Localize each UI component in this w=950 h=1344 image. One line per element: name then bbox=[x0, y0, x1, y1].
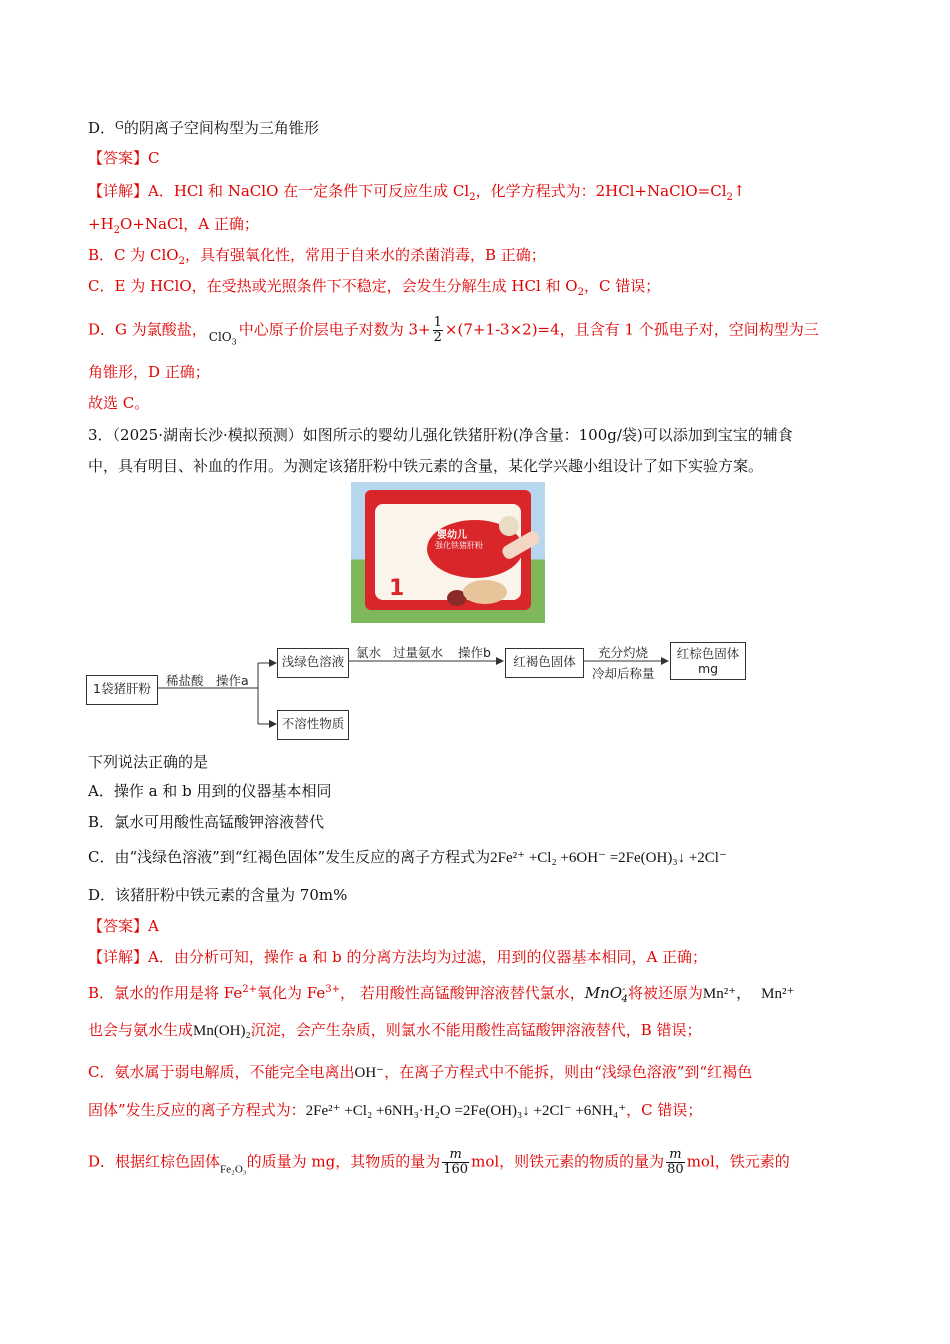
explain-text: D．根据红棕色固体 bbox=[88, 1152, 221, 1171]
flow-label-cool-weigh: 冷却后称量 bbox=[592, 666, 655, 681]
detail-text: ，C 错误； bbox=[583, 277, 661, 295]
detail-b: B．C 为 ClO$_2$，具有强氧化性，常用于自来水的杀菌消毒，B 正确； bbox=[88, 246, 546, 267]
detail-text: ，化学方程式为：2HCl+NaClO=Cl bbox=[475, 182, 727, 200]
flow-label-op-a: 操作a bbox=[216, 673, 249, 688]
explain-text: ， 若用酸性高锰酸钾溶液替代氯水， bbox=[340, 984, 585, 1002]
option-text: C．由“浅绿色溶液”到“红褐色固体”发生反应的离子方程式为 bbox=[88, 848, 491, 866]
explain-c-line1 bbox=[88, 1062, 752, 1083]
formula-fe2o3: Fe₂O₃ bbox=[220, 1163, 247, 1176]
explain-text: 将被还原为 bbox=[627, 984, 703, 1002]
formula-mnoh2: Mn(OH)₂ bbox=[193, 1023, 251, 1039]
explain-text: 固体”发生反应的离子方程式为： bbox=[88, 1101, 306, 1119]
question-3-line1: 3．（2025·湖南长沙·模拟预测）如图所示的婴幼儿强化铁猪肝粉(净含量：100g/袋)可以添加到宝宝的辅食 bbox=[88, 426, 793, 444]
detail-text: ↑ bbox=[732, 182, 746, 200]
flow-label-acid: 稀盐酸 bbox=[166, 673, 204, 688]
flow-label-ammonia: 过量氨水 bbox=[393, 645, 444, 660]
option-a: A．操作 a 和 b 用到的仪器基本相同 bbox=[88, 782, 332, 800]
formula-g: G bbox=[115, 119, 124, 132]
formula-mn2b: Mn²⁺ bbox=[761, 986, 795, 1002]
option-c bbox=[88, 847, 727, 868]
explain-text: 沉淀，会产生杂质，则氯水不能用酸性高锰酸钾溶液替代，B 错误； bbox=[250, 1021, 702, 1039]
detail-text: ，具有强氧化性，常用于自来水的杀菌消毒，B 正确； bbox=[184, 246, 546, 264]
detail-c: C．E 为 HClO，在受热或光照条件下不稳定，会发生分解生成 HCl 和 $O_2$，C 错误； bbox=[88, 277, 661, 298]
conclusion: 故选 C。 bbox=[88, 394, 150, 412]
explain-text: ，在离子方程式中不能拆，则由“浅绿色溶液”到“红褐色 bbox=[384, 1063, 753, 1081]
detail-text: D．G 为氯酸盐， bbox=[88, 320, 207, 339]
detail-text: 【详解】A．HCl 和 NaClO 在一定条件下可反应生成 Cl bbox=[88, 182, 470, 200]
product-subtitle: 强化铁猪肝粉 bbox=[435, 541, 483, 550]
fraction-m-160: $\frac{m}{160}$ bbox=[443, 1147, 469, 1177]
explain-text: mol，铁元素的 bbox=[686, 1152, 790, 1171]
option-label: D． bbox=[88, 119, 116, 137]
flow-final-mass: mg bbox=[697, 661, 719, 676]
fraction-m-80: $\frac{m}{80}$ bbox=[667, 1147, 684, 1177]
explain-text: 氧化为 Fe bbox=[257, 984, 326, 1002]
explain-b-line2 bbox=[88, 1020, 702, 1041]
option-b: B．氯水可用酸性高锰酸钾溶液替代 bbox=[88, 813, 325, 831]
flow-brown-solid-box: 红褐色固体 bbox=[505, 648, 584, 678]
answer-1: 【答案】C bbox=[88, 149, 160, 167]
flow-green-solution-box: 浅绿色溶液 bbox=[277, 648, 349, 678]
flow-label-chlorine-water: 氯水 bbox=[356, 645, 382, 660]
formula-mno4: MnO-$_4$ bbox=[584, 984, 628, 1005]
option-text: 的阴离子空间构型为三角锥形 bbox=[123, 119, 319, 137]
option-d: D．该猪肝粉中铁元素的含量为 70m% bbox=[88, 886, 348, 904]
flow-label-burn: 充分灼烧 bbox=[598, 645, 649, 660]
formula-clo3: ClO3 bbox=[208, 329, 237, 346]
explain-c-line2 bbox=[88, 1100, 702, 1121]
detail-text: O+NaCl，A 正确； bbox=[120, 215, 259, 233]
formula-oh: OH⁻ bbox=[354, 1065, 385, 1081]
explain-text: C．氨水属于弱电解质，不能完全电离出 bbox=[88, 1063, 355, 1081]
equation-c-explain: 2Fe²⁺ +Cl₂ +6NH₃·H₂O =2Fe(OH)₃↓ +2Cl⁻ +6NH₄⁺ bbox=[305, 1103, 627, 1119]
flow-insoluble-box: 不溶性物质 bbox=[277, 710, 349, 740]
equation-c: 2Fe²⁺ +Cl₂ +6OH⁻ =2Fe(OH)₃↓ +2Cl⁻ bbox=[490, 850, 727, 866]
product-stage-number: 1 bbox=[389, 576, 405, 601]
question-3-line2: 中，具有明目、补血的作用。为测定该猪肝粉中铁元素的含量，某化学兴趣小组设计了如下实验方案。 bbox=[88, 457, 764, 475]
explain-text: ，C 错误； bbox=[626, 1101, 703, 1119]
detail-a-line1: 【详解】A．HCl 和 NaClO 在一定条件下可反应生成 $Cl_2$，化学方程式为：$2HCl+NaClO=Cl_2↑$ bbox=[88, 182, 746, 203]
formula-mn2: Mn²⁺， bbox=[702, 986, 752, 1002]
explain-d-line1 bbox=[88, 1148, 790, 1180]
product-title: 婴幼儿 bbox=[437, 530, 467, 541]
explain-a: 【详解】A．由分析可知，操作 a 和 b 的分离方法均为过滤，用到的仪器基本相同，A 正确； bbox=[88, 948, 708, 966]
explain-b-line1: B．氯水的作用是将 $Fe^{2+}$氧化为 $Fe^{3+}$， 若用酸性高锰酸钾溶液替代氯水，MnO-$_4$将被还原为Mn²⁺， Mn²⁺ bbox=[88, 984, 795, 1005]
detail-text: ×(7+1-3×2)=4，且含有 1 个孤电子对，空间构型为三 bbox=[444, 320, 819, 339]
flow-label-op-b: 操作b bbox=[458, 645, 491, 660]
explain-text: 也会与氨水生成 bbox=[88, 1021, 194, 1039]
explain-text: B．氯水的作用是将 Fe bbox=[88, 984, 243, 1002]
flow-start-box: 1袋猪肝粉 bbox=[86, 675, 158, 705]
question-prompt: 下列说法正确的是 bbox=[88, 753, 209, 771]
explain-text: mol，则铁元素的物质的量为 bbox=[471, 1152, 665, 1171]
flow-final-label: 红棕色固体 bbox=[676, 646, 740, 661]
detail-text: C．E 为 HClO，在受热或光照条件下不稳定，会发生分解生成 HCl 和 O bbox=[88, 277, 578, 295]
explain-text: 的质量为 mg，其物质的量为 bbox=[246, 1152, 441, 1171]
detail-d-line2: 角锥形，D 正确； bbox=[88, 363, 210, 381]
flow-final-box bbox=[670, 642, 746, 680]
detail-text: B．C 为 ClO bbox=[88, 246, 179, 264]
answer-2: 【答案】A bbox=[88, 917, 159, 935]
detail-text: 中心原子价层电子对数为 3+ bbox=[238, 320, 431, 339]
detail-a-line2: $+H_2O+NaCl$，A 正确； bbox=[88, 215, 259, 236]
detail-text: +H bbox=[88, 215, 114, 233]
fraction-half: $\frac{1}{2}$ bbox=[433, 315, 442, 345]
